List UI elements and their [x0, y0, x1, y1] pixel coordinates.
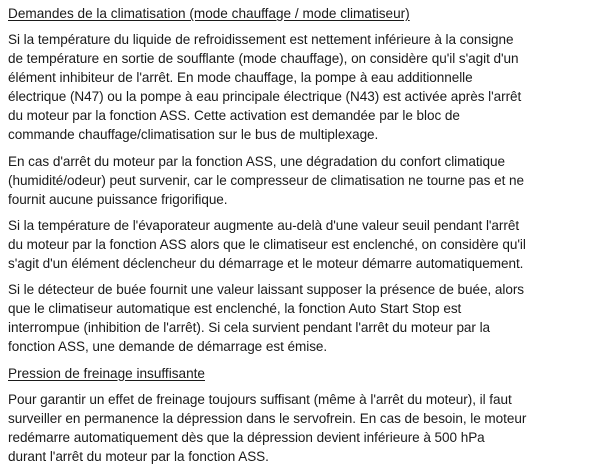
- text-line: surveiller en permanence la dépression dans le servofrein. En cas de besoin, le moteur: [8, 410, 527, 426]
- text-line: Si la température de l'évaporateur augmente au-delà d'une valeur seuil pendant l'arrêt: [8, 217, 520, 233]
- text-line: commande chauffage/climatisation sur le bus de multiplexage.: [8, 127, 379, 143]
- section-heading: Demandes de la climatisation (mode chauffage / mode climatiseur): [8, 6, 410, 21]
- text-line: interrompue (inhibition de l'arrêt). Si cela survient pendant l'arrêt du moteur par la: [8, 320, 491, 336]
- text-line: En cas d'arrêt du moteur par la fonction ASS, une dégradation du confort climatique: [8, 153, 505, 169]
- text-line: électrique (N47) ou la pompe à eau principale électrique (N43) est activée après l'arrêt: [8, 89, 522, 105]
- section-heading: Pression de freinage insuffisante: [8, 365, 205, 381]
- text-line: Pour garantir un effet de freinage toujours suffisant (même à l'arrêt du moteur), il faut: [8, 391, 512, 407]
- text-line: élément inhibiteur de l'arrêt. En mode chauffage, la pompe à eau additionnelle: [8, 70, 473, 86]
- text-line: Si la température du liquide de refroidissement est nettement inférieure à la consigne: [8, 32, 514, 47]
- paragraph: [8, 216, 612, 273]
- paragraph: [8, 152, 612, 209]
- text-line: du moteur par la fonction ASS alors que le climatiseur est enclenché, on considère qu'il: [8, 236, 526, 252]
- text-line: Si le détecteur de buée fournit une valeur laissant supposer la présence de buée, alors: [8, 282, 525, 298]
- section-climatisation: [8, 4, 612, 357]
- text-line: fournit aucune puissance frigorifique.: [8, 191, 228, 207]
- paragraph: [8, 390, 612, 466]
- text-line: du moteur par la fonction ASS. Cette activation est demandée par le bloc de: [8, 108, 460, 124]
- text-line: s'agit d'un élément déclencheur du démarrage et le moteur démarre automatiquement.: [8, 256, 524, 272]
- paragraph: [8, 30, 612, 145]
- paragraph: [8, 280, 612, 356]
- text-line: (humidité/odeur) peut survenir, car le compresseur de climatisation ne tourne pas et ne: [8, 172, 524, 188]
- text-line: que le climatiseur automatique est enclenché, la fonction Auto Start Stop est: [8, 301, 462, 317]
- text-line: redémarre automatiquement dès que la dépression devient inférieure à 500 hPa: [8, 429, 485, 445]
- section-pression-freinage: [8, 364, 612, 466]
- document-body: [8, 4, 612, 473]
- text-line: fonction ASS, une demande de démarrage est émise.: [8, 339, 328, 355]
- text-line: de température en sortie de soufflante (mode chauffage), on considère qu'il s'agit d'un: [8, 51, 519, 67]
- text-line: durant l'arrêt du moteur par la fonction ASS.: [8, 448, 269, 464]
